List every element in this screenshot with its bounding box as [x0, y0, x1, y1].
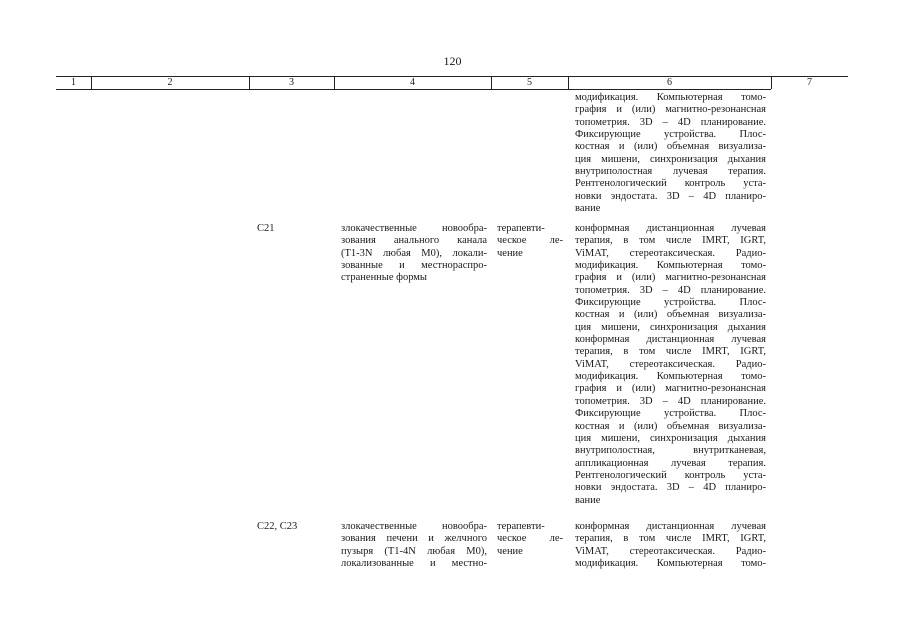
- text-line: костная и (или) объемная визуализа-: [575, 420, 766, 432]
- row-code: [257, 521, 329, 533]
- text-line: конформная дистанционная лучевая: [575, 334, 766, 346]
- text-line: терапия, в том числе IMRT, IGRT,: [575, 346, 766, 358]
- text-line: модификация. Компьютерная томо-: [575, 371, 766, 383]
- text-line: ция мишени, синхронизация дыхания: [575, 153, 766, 165]
- text-line: Фиксирующие устройства. Плос-: [575, 297, 766, 309]
- text-line: новки эндостата. 3D – 4D планиро-: [575, 190, 766, 202]
- text-line: чение: [497, 247, 523, 259]
- column-header-4: 4: [410, 77, 415, 88]
- text-line: модификация. Компьютерная томо-: [575, 92, 766, 103]
- text-line: терапевти-: [497, 223, 545, 234]
- column-header-6: 6: [667, 77, 672, 88]
- text-line: зования анального канала: [341, 235, 487, 247]
- text-line: конформная дистанционная лучевая: [575, 521, 766, 532]
- text-line: модификация. Компьютерная томо-: [575, 260, 766, 272]
- row-method: [575, 521, 766, 570]
- text-line: ViMAT, стереотаксическая. Радио-: [575, 358, 766, 370]
- row-code: [257, 223, 329, 235]
- text-line: Рентгенологический контроль уста-: [575, 178, 766, 190]
- row-treatment: [497, 521, 563, 558]
- text-line: графия и (или) магнитно-резонансная: [575, 383, 766, 395]
- text-line: ция мишени, синхронизация дыхания: [575, 432, 766, 444]
- text-line: ческое ле-: [497, 235, 563, 247]
- text-line: графия и (или) магнитно-резонансная: [575, 272, 766, 284]
- text-line: внутриполостная, внутритканевая,: [575, 445, 766, 457]
- text-line: ViMAT, стереотаксическая. Радио-: [575, 545, 766, 557]
- header-bottom-border: [56, 89, 771, 90]
- column-header-7: 7: [807, 77, 812, 88]
- column-header-1: 1: [71, 77, 76, 88]
- text-line: аппликационная лучевая терапия.: [575, 457, 766, 469]
- continuation-method-text: [575, 92, 766, 215]
- column-header-3: 3: [289, 77, 294, 88]
- text-line: модификация. Компьютерная томо-: [575, 558, 766, 570]
- text-line: графия и (или) магнитно-резонансная: [575, 104, 766, 116]
- text-line: топометрия. 3D – 4D планирование.: [575, 284, 766, 296]
- text-line: пузыря (T1-4N любая M0),: [341, 545, 487, 557]
- text-line: Фиксирующие устройства. Плос-: [575, 408, 766, 420]
- code-text: C21: [257, 223, 275, 234]
- text-line: ViMAT, стереотаксическая. Радио-: [575, 247, 766, 259]
- text-line: злокачественные новообра-: [341, 521, 487, 532]
- row-method: [575, 223, 766, 507]
- text-line: вание: [575, 203, 601, 215]
- text-line: топометрия. 3D – 4D планирование.: [575, 395, 766, 407]
- text-line: конформная дистанционная лучевая: [575, 223, 766, 234]
- text-line: зованные и местнораспро-: [341, 260, 487, 272]
- text-line: Рентгенологический контроль уста-: [575, 469, 766, 481]
- column-header-5: 5: [527, 77, 532, 88]
- text-line: (T1-3N любая M0), локали-: [341, 247, 487, 259]
- text-line: чение: [497, 545, 523, 557]
- text-line: терапевти-: [497, 521, 545, 532]
- text-line: новки эндостата. 3D – 4D планиро-: [575, 482, 766, 494]
- row-diagnosis: [341, 223, 487, 285]
- column-header-2: 2: [167, 77, 173, 88]
- row-treatment: [497, 223, 563, 260]
- text-line: костная и (или) объемная визуализа-: [575, 141, 766, 153]
- text-line: Фиксирующие устройства. Плос-: [575, 129, 766, 141]
- page-number: 120: [443, 54, 462, 68]
- text-line: ческое ле-: [497, 533, 563, 545]
- text-line: зования печени и желчного: [341, 533, 487, 545]
- text-line: страненные формы: [341, 272, 427, 284]
- text-line: костная и (или) объемная визуализа-: [575, 309, 766, 321]
- text-line: терапия, в том числе IMRT, IGRT,: [575, 533, 766, 545]
- text-line: терапия, в том числе IMRT, IGRT,: [575, 235, 766, 247]
- text-line: вание: [575, 494, 601, 506]
- code-text: C22, C23: [257, 521, 298, 532]
- text-line: злокачественные новообра-: [341, 223, 487, 234]
- text-line: локализованные и местно-: [341, 558, 487, 570]
- text-line: топометрия. 3D – 4D планирование.: [575, 116, 766, 128]
- text-line: ция мишени, синхронизация дыхания: [575, 321, 766, 333]
- row-diagnosis: [341, 521, 487, 570]
- text-line: внутриполостная лучевая терапия.: [575, 166, 766, 178]
